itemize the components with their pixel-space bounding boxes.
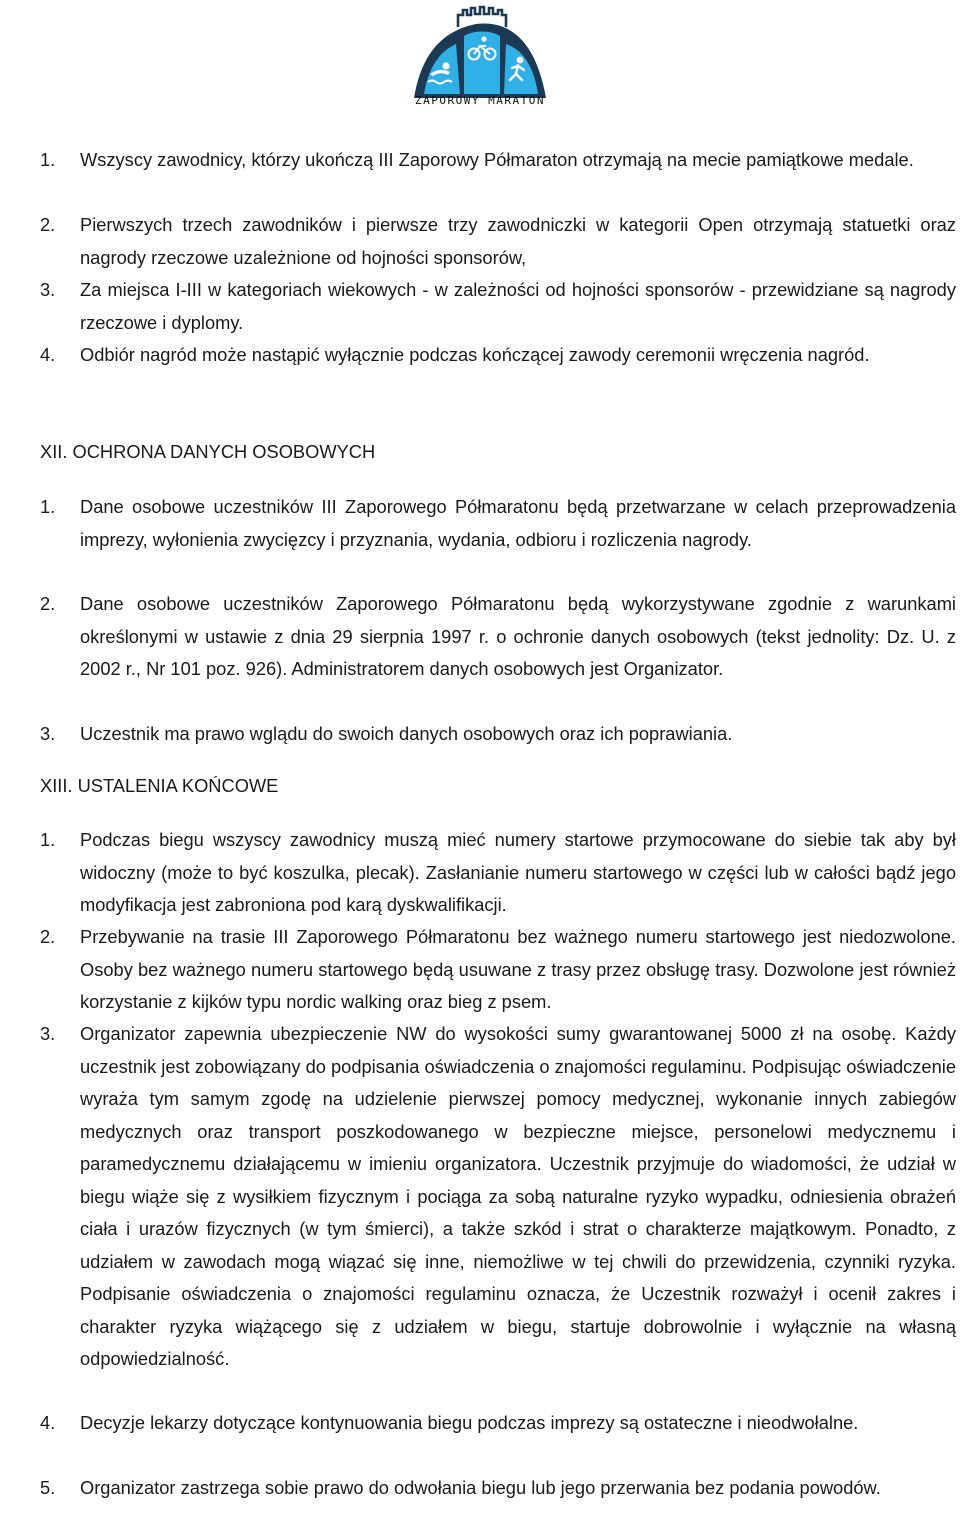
- item-text: Przebywanie na trasie III Zaporowego Półmaratonu bez ważnego numeru startowego jest niedozwolone. Osoby bez ważnego numeru startowego będą usuwane z trasy przez obsługę trasy. Dozwolone jest również korzystanie z kijków typu nordic walking oraz bieg z psem.: [80, 926, 956, 1012]
- item-text: Za miejsca I-III w kategoriach wiekowych - w zależności od hojności sponsorów - przewidziane są nagrody rzeczowe i dyplomy.: [80, 279, 956, 333]
- item-number: 1.: [40, 496, 56, 517]
- list-item: [40, 1472, 956, 1505]
- item-number: 1.: [40, 149, 56, 170]
- list-item: [40, 1407, 956, 1440]
- item-text: Pierwszych trzech zawodników i pierwsze trzy zawodniczki w kategorii Open otrzymają statuetki oraz nagrody rzeczowe uzależnione od hojności sponsorów,: [80, 214, 956, 268]
- item-text: Organizator zastrzega sobie prawo do odwołania biegu lub jego przerwania bez podania powodów.: [80, 1477, 881, 1498]
- list-item: [40, 339, 956, 372]
- logo-wordmark: ZAPOROWY MARATON: [415, 94, 545, 107]
- item-text: Dane osobowe uczestników III Zaporowego Półmaratonu będą przetwarzane w celach przeprowadzenia imprezy, wyłonienia zwycięzcy i przyznania, wydania, odbioru i rozliczenia nagrody.: [80, 496, 956, 550]
- list-item: [40, 144, 956, 177]
- item-text: Odbiór nagród może nastąpić wyłącznie podczas kończącej zawody ceremonii wręczenia nagród.: [80, 344, 870, 365]
- item-number: 1.: [40, 829, 56, 850]
- item-number: 4.: [40, 344, 56, 365]
- item-number: 5.: [40, 1477, 56, 1498]
- item-number: 3.: [40, 279, 56, 300]
- item-number: 2.: [40, 214, 56, 235]
- list-item: [40, 209, 956, 274]
- list-item: [40, 824, 956, 922]
- section-heading: XIII. USTALENIA KOŃCOWE: [40, 775, 279, 796]
- section-heading: XII. OCHRONA DANYCH OSOBOWYCH: [40, 441, 376, 462]
- item-text: Wszyscy zawodnicy, którzy ukończą III Zaporowy Półmaraton otrzymają na mecie pamiątkowe medale.: [80, 149, 914, 170]
- list-item: [40, 491, 956, 556]
- list-item: [40, 718, 956, 751]
- list-item: [40, 921, 956, 1019]
- list-item: [40, 274, 956, 339]
- item-text: Podczas biegu wszyscy zawodnicy muszą mieć numery startowe przymocowane do siebie tak aby był widoczny (może to być koszulka, plecak). Zasłanianie numeru startowego w części lub w całości bądź jego modyfikacja jest zabroniona pod karą dyskwalifikacji.: [80, 829, 956, 915]
- item-text: Dane osobowe uczestników Zaporowego Półmaratonu będą wykorzystywane zgodnie z warunkami określonymi w ustawie z dnia 29 sierpnia 1997 r. o ochronie danych osobowych (tekst jednolity: Dz. U. z 2002 r., Nr 101 poz. 926). Administratorem danych osobowych jest Organizator.: [80, 593, 956, 679]
- item-number: 2.: [40, 593, 56, 614]
- list-item: [40, 588, 956, 686]
- list-item: [40, 1018, 956, 1376]
- item-text: Decyzje lekarzy dotyczące kontynuowania biegu podczas imprezy są ostateczne i nieodwołalne.: [80, 1412, 859, 1433]
- center-panel: [464, 32, 500, 95]
- item-text: Organizator zapewnia ubezpieczenie NW do wysokości sumy gwarantowanej 5000 zł na osobę. Każdy uczestnik jest zobowiązany do podpisania oświadczenia o znajomości regulaminu. Podpisując oświadczenie wyraża tym samym zgodę na udzielenie pierwszej pomocy medycznej, wykonanie innych zabiegów medycznych oraz transport poszkodowanego w bezpieczne miejsce, personelowi medycznemu i paramedycznemu działającemu w imieniu organizatora. Uczestnik przyjmuje do wiadomości, że udział w biegu wiąże się z wysiłkiem fizycznym i pociąga za sobą naturalne ryzyko wypadku, odniesienia obrażeń ciała i urazów fizycznych (w tym śmierci), a także szkód i strat o charakterze majątkowym. Ponadto, z udziałem w zawodach mogą wiązać się inne, niemożliwe w tej chwili do przewidzenia, czynniki ryzyka. Podpisanie oświadczenia o znajomości regulaminu oznacza, że Uczestnik rozważył i ocenił zakres i charakter ryzyka wiążącego się z udziałem w biegu, startuje dobrowolnie i wyłącznie na własną odpowiedzialność.: [80, 1023, 956, 1369]
- item-number: 4.: [40, 1412, 56, 1433]
- item-number: 2.: [40, 926, 56, 947]
- item-number: 3.: [40, 1023, 56, 1044]
- item-number: 3.: [40, 723, 56, 744]
- item-text: Uczestnik ma prawo wglądu do swoich danych osobowych oraz ich poprawiania.: [80, 723, 733, 744]
